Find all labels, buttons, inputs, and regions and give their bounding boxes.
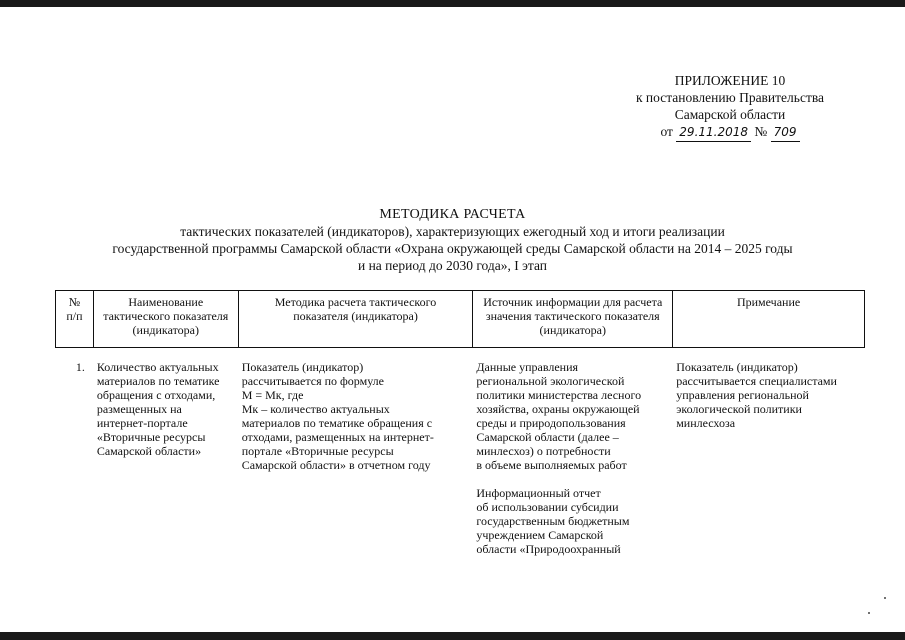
scan-speck — [884, 597, 886, 599]
appendix-region: Самарской области — [674, 107, 786, 122]
handwritten-date: 29.11.2018 — [676, 124, 751, 142]
title-line-1: тактических показателей (индикаторов), характеризующих ежегодный ход и итоги реализации — [180, 224, 725, 239]
title-line-3: и на период до 2030 года», I этап — [357, 258, 548, 273]
indicators-table — [55, 290, 865, 556]
scan-border-top — [0, 0, 905, 7]
number-label: № — [754, 124, 768, 139]
paragraph-gap — [476, 472, 669, 486]
table-header-row — [56, 291, 865, 348]
document-title: МЕТОДИКА РАСЧЕТА — [379, 207, 526, 222]
scan-border-bottom — [0, 632, 905, 640]
header-method: Методика расчета тактического показателя (индикатора) — [238, 291, 473, 348]
table-row — [56, 348, 865, 557]
header-number: № п/п — [56, 291, 94, 348]
appendix-date-line — [600, 123, 860, 142]
row-indicator-name: Количество актуальных материалов по тематике обращения с отходами, размещенных на интернет-портале «Вторичные ресурсы Самарской области» — [96, 360, 220, 458]
from-label: от — [660, 124, 673, 139]
row-source: Данные управления региональной экологической политики министерства лесного хозяйства, охраны окружающей среды и природопользования Самарской области (далее – минлесхоз) о потребности в объеме выполняемых работ Информационный отчет об использовании субсидии государственным бюджетным учреждением Самарской области «Природоохранный — [473, 348, 673, 557]
appendix-title: ПРИЛОЖЕНИЕ 10 — [674, 73, 786, 88]
document-title-block — [40, 206, 865, 274]
row-number: 1. — [75, 360, 85, 374]
appendix-resolution: к постановлению Правительства — [635, 90, 825, 105]
title-line-2: государственной программы Самарской области «Охрана окружающей среды Самарской области на 2014 – 2025 годы — [112, 241, 793, 256]
handwritten-number: 709 — [771, 124, 800, 142]
header-note: Примечание — [673, 291, 865, 348]
row-note: Показатель (индикатор) рассчитывается специалистами управления региональной экологической политики минлесхоза — [676, 360, 837, 430]
row-method: Показатель (индикатор) рассчитывается по формуле M = Mк, где Mк – количество актуальных материалов по тематике обращения с отходами, размещенных на интернет- портале «Вторичные ресурсы Самарской области» в отчетном году — [241, 360, 434, 472]
header-source: Источник информации для расчета значения тактического показателя (индикатора) — [473, 291, 673, 348]
scan-speck — [868, 612, 870, 614]
header-indicator-name: Наименование тактического показателя (индикатора) — [93, 291, 238, 348]
appendix-header — [600, 72, 860, 142]
